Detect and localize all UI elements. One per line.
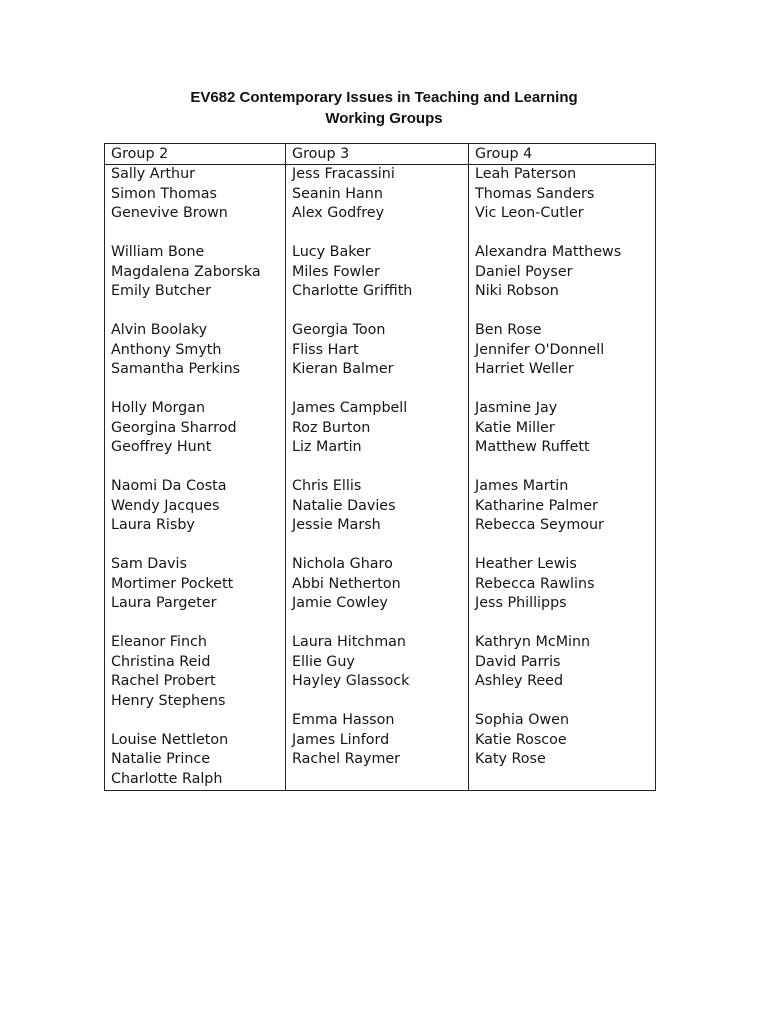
member-name: Rachel Raymer <box>292 751 401 767</box>
member-name: Charlotte Griffith <box>292 283 413 299</box>
group-spacer <box>111 614 285 634</box>
member-name: Laura Risby <box>111 517 195 533</box>
group-spacer <box>111 711 285 731</box>
member-name: Leah Paterson <box>475 166 577 182</box>
group-spacer <box>475 224 655 244</box>
working-groups-table <box>104 143 656 791</box>
member-name: Simon Thomas <box>111 185 218 202</box>
member-name: Jamie Cowley <box>292 595 388 611</box>
member-name: Daniel Poyser <box>475 263 573 280</box>
member-name: David Parris <box>475 653 561 670</box>
member-name: Ben Rose <box>475 322 542 338</box>
member-name: Genevive Brown <box>111 205 228 221</box>
member-name: James Campbell <box>292 400 408 416</box>
member-name: Sophia Owen <box>475 712 570 728</box>
member-name: Seanin Hann <box>292 185 383 202</box>
group-3-column <box>286 165 469 791</box>
member-name: Natalie Prince <box>111 751 211 767</box>
member-name: Alex Godfrey <box>292 205 385 221</box>
member-name: Jasmine Jay <box>475 400 558 416</box>
member-name: Ellie Guy <box>292 653 355 670</box>
group-spacer <box>292 458 468 478</box>
member-name: Rebecca Seymour <box>475 517 604 533</box>
group-spacer <box>475 614 655 634</box>
group-4-column <box>469 165 656 791</box>
member-name: Fliss Hart <box>292 341 359 358</box>
group-spacer <box>292 380 468 400</box>
member-name: Georgina Sharrod <box>111 419 237 436</box>
member-name: Katy Rose <box>475 751 546 767</box>
member-name: Eleanor Finch <box>111 634 207 650</box>
member-name: Jennifer O'Donnell <box>475 341 605 358</box>
document-title: EV682 Contemporary Issues in Teaching and Learning <box>190 89 578 106</box>
member-name: Matthew Ruffett <box>475 439 590 455</box>
member-name: Jess Fracassini <box>292 166 395 182</box>
member-name: Mortimer Pockett <box>111 575 234 592</box>
member-name: Niki Robson <box>475 283 559 299</box>
member-name: Harriet Weller <box>475 361 574 377</box>
member-name: Ashley Reed <box>475 673 564 689</box>
member-name: Miles Fowler <box>292 263 380 280</box>
group-spacer <box>292 302 468 322</box>
member-name: Natalie Davies <box>292 497 396 514</box>
member-name: Katharine Palmer <box>475 497 598 514</box>
group-spacer <box>292 692 468 712</box>
table-body-row <box>105 165 656 791</box>
member-name: James Martin <box>475 478 569 494</box>
member-name: Chris Ellis <box>292 478 362 494</box>
member-name: Emily Butcher <box>111 283 211 299</box>
group-spacer <box>475 302 655 322</box>
member-name: Wendy Jacques <box>111 497 220 514</box>
group-spacer <box>111 380 285 400</box>
member-name: Hayley Glassock <box>292 673 410 689</box>
member-name: Liz Martin <box>292 439 362 455</box>
group-4-header: Group 4 <box>469 144 656 165</box>
member-name: Vic Leon-Cutler <box>475 205 584 221</box>
member-name: Laura Pargeter <box>111 595 217 611</box>
member-name: Jessie Marsh <box>292 517 381 533</box>
member-name: Sally Arthur <box>111 166 196 182</box>
group-2-header: Group 2 <box>105 144 286 165</box>
group-spacer <box>475 536 655 556</box>
member-name: Nichola Gharo <box>292 556 393 572</box>
member-name: Jess Phillipps <box>475 595 567 611</box>
member-name: Geoffrey Hunt <box>111 439 212 455</box>
member-name: Magdalena Zaborska <box>111 263 261 280</box>
group-2-column <box>105 165 286 791</box>
group-spacer <box>111 458 285 478</box>
member-name: Alexandra Matthews <box>475 244 622 260</box>
member-name: Anthony Smyth <box>111 341 222 358</box>
group-spacer <box>475 692 655 712</box>
member-name: Heather Lewis <box>475 556 577 572</box>
member-name: Alvin Boolaky <box>111 322 208 338</box>
member-name: Rebecca Rawlins <box>475 575 595 592</box>
member-name: Christina Reid <box>111 653 211 670</box>
member-name: Katie Miller <box>475 419 555 436</box>
member-name: Abbi Netherton <box>292 575 401 592</box>
member-name: James Linford <box>292 731 390 748</box>
member-name: Holly Morgan <box>111 400 206 416</box>
member-name: Naomi Da Costa <box>111 478 227 494</box>
group-spacer <box>292 614 468 634</box>
table-header-row <box>105 144 656 165</box>
document-subtitle: Working Groups <box>325 110 443 127</box>
group-spacer <box>111 224 285 244</box>
member-name: Thomas Sanders <box>475 185 595 202</box>
group-3-header: Group 3 <box>286 144 469 165</box>
member-name: Henry Stephens <box>111 692 226 709</box>
group-spacer <box>111 302 285 322</box>
member-name: Katie Roscoe <box>475 731 567 748</box>
member-name: Samantha Perkins <box>111 361 241 377</box>
member-name: Louise Nettleton <box>111 731 229 748</box>
member-name: Charlotte Ralph <box>111 770 223 787</box>
member-name: Kieran Balmer <box>292 361 394 377</box>
member-name: Rachel Probert <box>111 673 216 689</box>
member-name: Laura Hitchman <box>292 634 406 650</box>
member-name: Kathryn McMinn <box>475 634 591 650</box>
member-name: Sam Davis <box>111 556 187 572</box>
group-spacer <box>475 380 655 400</box>
group-spacer <box>292 536 468 556</box>
member-name: William Bone <box>111 244 205 260</box>
group-spacer <box>111 536 285 556</box>
group-spacer <box>292 224 468 244</box>
member-name: Emma Hasson <box>292 712 395 728</box>
member-name: Lucy Baker <box>292 244 371 260</box>
member-name: Roz Burton <box>292 419 371 436</box>
group-spacer <box>475 458 655 478</box>
member-name: Georgia Toon <box>292 322 386 338</box>
